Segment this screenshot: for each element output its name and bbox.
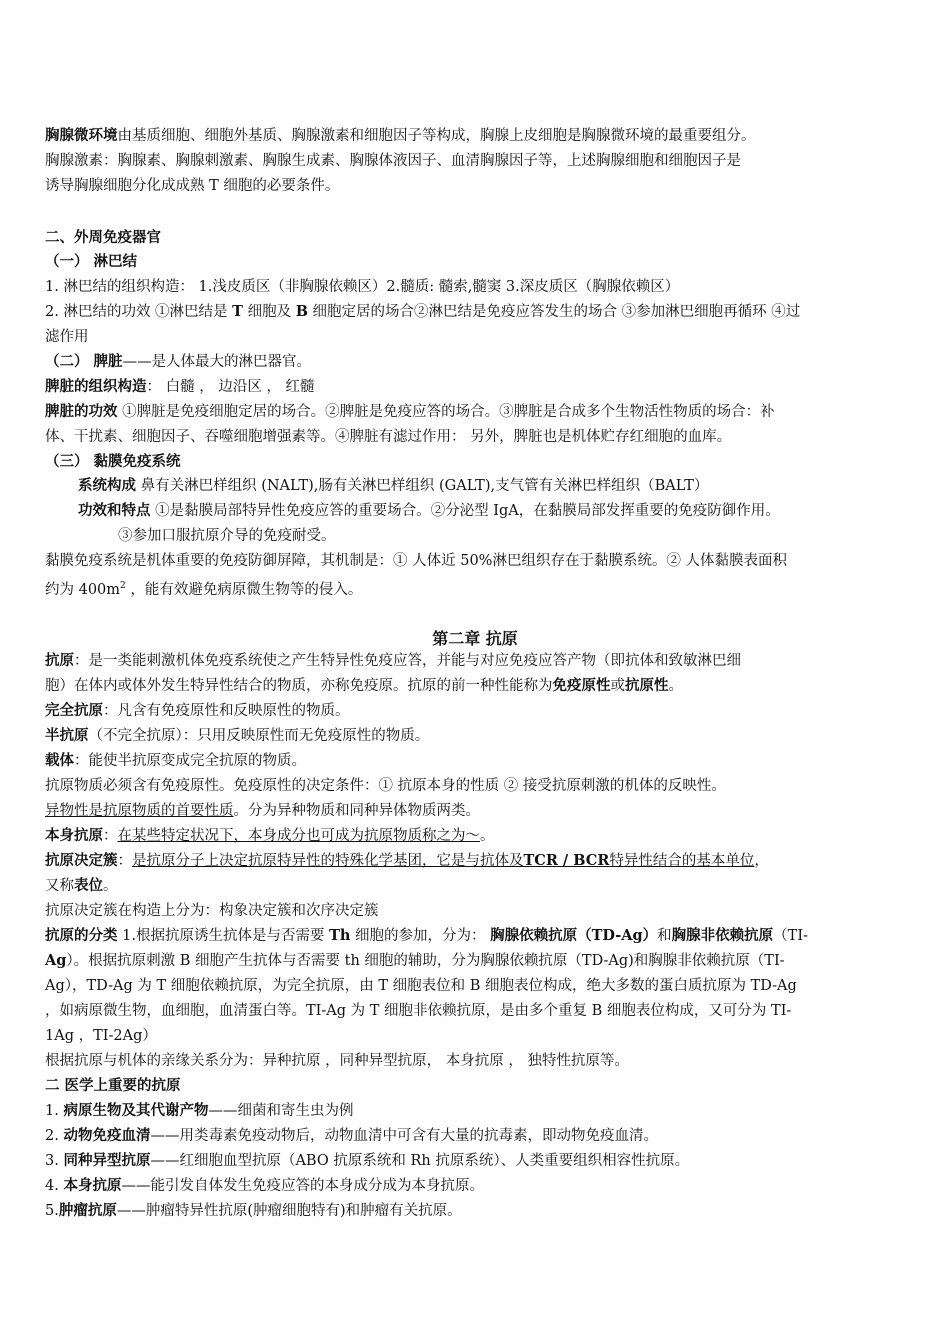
lymph-node-function-line-2: 滤作用	[45, 329, 89, 345]
term-ti-ag: 胸腺非依赖抗原	[671, 927, 774, 944]
term-th: Th	[329, 927, 351, 944]
term-alloantigen: 同种异型抗原	[63, 1152, 151, 1169]
text-antigen: ：是一类能刺激机体免疫系统使之产生特异性免疫应答，并能与对应免疫应答产物（即抗体和致敏淋巴细	[74, 653, 741, 669]
hapten-line	[45, 726, 902, 746]
text-segment: 或	[610, 678, 625, 694]
spleen-function-line-2: 体、干扰素、细胞因子、吞噬细胞增强素等。④脾脏有滤过作用： 另外，脾脏也是机体贮存红细胞的血库。	[45, 429, 732, 445]
text-segment: 。分为异种物质和同种异体物质两类。	[233, 803, 480, 819]
term-spleen: （二） 脾脏	[45, 353, 123, 370]
term-pathogens: 病原生物及其代谢产物	[63, 1102, 209, 1119]
complete-antigen-line	[45, 701, 902, 721]
text-segment: 。	[668, 678, 683, 694]
text-segment: 。	[480, 828, 495, 844]
term-tumor-antigen: 肿瘤抗原	[58, 1202, 117, 1219]
text-t: T	[232, 303, 243, 320]
antigen-definition-line-2	[45, 676, 902, 696]
text-spleen-function: ①脾脏是免疫细胞定居的场合。②脾脏是免疫应答的场合。③脾脏是合成多个生物活性物质的场合：补	[117, 404, 775, 420]
text-segment: ：	[117, 853, 132, 869]
medical-antigen-item-3	[45, 1151, 902, 1171]
epitope-line-1	[45, 851, 902, 871]
text-segment: 1.根据抗原诱生抗体是与否需要	[117, 928, 330, 944]
classification-line-1	[45, 926, 902, 946]
term-ag: Ag	[45, 952, 67, 969]
text-segment: 细胞的参加，分为：	[350, 928, 491, 944]
subsection-lymph-node-heading: （一） 淋巴结	[45, 253, 138, 270]
text-segment: ——能引发自体发生免疫应答的本身成分成为本身抗原。	[121, 1178, 484, 1194]
text-segment: ——用类毒素免疫动物后，动物血清中可含有大量的抗毒素，即动物免疫血清。	[150, 1128, 658, 1144]
classification-line-3: Ag），TD-Ag 为 T 细胞依赖抗原，为完全抗原，由 T 细胞表位和 B 细胞表位构成，绝大多数的蛋白质抗原为 TD-Ag	[45, 978, 797, 994]
text-segment: 细胞及	[242, 304, 296, 320]
term-td-ag: 胸腺依赖抗原（TD-Ag）	[490, 927, 658, 944]
term-complete-antigen: 完全抗原	[45, 702, 103, 719]
text-segment: 约为 400m	[45, 581, 121, 598]
term-system-composition: 系统构成	[78, 477, 136, 494]
text-segment: ，能有效避免病原微生物等的侵入。	[125, 581, 363, 598]
text-segment: （TI-	[773, 928, 808, 944]
text-segment: 细胞定居的场合②淋巴结是免疫应答发生的场合 ③参加淋巴细胞再循环 ④过	[307, 304, 801, 320]
medical-antigen-item-5	[45, 1201, 902, 1221]
text-segment: ——红细胞血型抗原（ABO 抗原系统和 Rh 抗原系统）、人类重要组织相容性抗原。	[150, 1153, 690, 1169]
term-animal-serum: 动物免疫血清	[63, 1127, 151, 1144]
text-epitope-2: 特异性结合的基本单位	[609, 853, 755, 869]
item-number: 3.	[45, 1153, 64, 1169]
text-foreignness: 异物性是抗原物质的首要性质	[45, 803, 234, 819]
text-segment: ：	[103, 828, 118, 844]
item-number: 2.	[45, 1128, 64, 1144]
text-segment: 。	[103, 878, 118, 894]
term-tcr-bcr: TCR / BCR	[523, 852, 610, 869]
chapter-title: 第二章 抗原	[432, 629, 518, 648]
term-function-features: 功效和特点	[78, 502, 151, 519]
classification-line-4: ，如病原微生物，血细胞，血清蛋白等。TI-Ag 为 T 细胞非依赖抗原，是由多个重复 B 细胞表位构成，又可分为 TI-	[45, 1003, 792, 1019]
self-antigen-line	[45, 826, 902, 846]
text-self-antigen: 在某些特定状况下，本身成分也可成为抗原物质称之为～	[117, 828, 480, 844]
term-spleen-function: 脾脏的功效	[45, 403, 118, 420]
classification-line-2	[45, 951, 902, 971]
spleen-function-line-1	[45, 402, 902, 422]
text-segment: 又称	[45, 878, 74, 894]
text-segment: ）。根据抗原刺激 B 细胞产生抗体与否需要 th 细胞的辅助，分为胸腺依赖抗原（TD-Ag)和胸腺非依赖抗原（TI-	[66, 953, 785, 969]
term-antigen: 抗原	[45, 652, 74, 669]
immunogenicity-conditions-line: 抗原物质必须含有免疫原性。免疫原性的决定条件：① 抗原本身的性质 ② 接受抗原刺激的机体的反映性。	[45, 778, 726, 794]
mucosal-function-line-1	[78, 501, 902, 521]
text-function-features: ①是黏膜局部特异性免疫应答的重要场合。②分泌型 IgA，在黏膜局部发挥重要的免疫防御作用。	[150, 503, 780, 519]
term-antigenicity: 抗原性	[625, 677, 669, 694]
item-number: 5.	[45, 1203, 59, 1219]
text-spleen-structure: ： 白髓 ， 边沿区 ， 红髓	[146, 379, 315, 395]
subsection-spleen-heading	[45, 352, 902, 372]
term-epitope-alias: 表位	[74, 877, 103, 894]
spleen-structure-line	[45, 377, 902, 397]
text-segment: 胞）在体内或体外发生特异性结合的物质，亦称免疫原。抗原的前一种性能称为	[45, 678, 553, 694]
term-classification: 抗原的分类	[45, 927, 118, 944]
term-carrier: 载体	[45, 752, 74, 769]
carrier-line	[45, 751, 902, 771]
antigen-definition-line-1	[45, 651, 902, 671]
mucosal-barrier-line-1: 黏膜免疫系统是机体重要的免疫防御屏障，其机制是：① 人体近 50%淋巴组织存在于黏膜系统。② 人体黏膜表面积	[45, 553, 788, 569]
term-immunogenicity: 免疫原性	[552, 677, 611, 694]
classification-line-5: 1Ag ，TI-2Ag）	[45, 1028, 157, 1044]
kinship-classification-line: 根据抗原与机体的亲缘关系分为：异种抗原 ，同种异型抗原， 本身抗原 ， 独特性抗原等。	[45, 1053, 629, 1069]
subsection-mucosal-heading: （三） 黏膜免疫系统	[45, 453, 181, 470]
text-segment: 2. 淋巴结的功效 ①淋巴结是	[45, 304, 233, 320]
term-epitope: 抗原决定簇	[45, 852, 118, 869]
mucosal-barrier-line-2	[45, 576, 902, 600]
text-thymus-microenv: 由基质细胞、细胞外基质、胸腺激素和细胞因子等构成，胸腺上皮细胞是胸腺微环境的最重要组分。	[117, 128, 756, 144]
epitope-line-2	[45, 876, 902, 896]
item-number: 4.	[45, 1178, 64, 1194]
term-spleen-structure: 脾脏的组织构造	[45, 378, 147, 395]
section-peripheral-organs-heading: 二、外周免疫器官	[45, 229, 161, 246]
term-self-antigen-2: 本身抗原	[63, 1177, 122, 1194]
lymph-node-structure-line: 1. 淋巴结的组织构造： 1.浅皮质区（非胸腺依赖区）2.髓质: 髓索,髓窦 3.深皮质区（胸腺依赖区）	[45, 279, 680, 295]
term-hapten: 半抗原	[45, 727, 89, 744]
thymus-microenv-line	[45, 126, 902, 146]
text-epitope: 是抗原分子上决定抗原特异性的特殊化学基团，它是与抗体及	[132, 853, 524, 869]
text-system-composition: 鼻有关淋巴样组织 (NALT),肠有关淋巴样组织 (GALT),支气管有关淋巴样组织（BALT）	[136, 478, 709, 494]
medical-antigen-item-4	[45, 1176, 902, 1196]
lymph-node-function-line-1	[45, 302, 902, 322]
text-spleen: ——是人体最大的淋巴器官。	[122, 354, 312, 370]
text-segment: ——肿瘤特异性抗原(肿瘤细胞特有)和肿瘤有关抗原。	[116, 1203, 462, 1219]
medical-antigen-item-2	[45, 1126, 902, 1146]
text-b: B	[295, 303, 308, 320]
text-segment: ——细菌和寄生虫为例	[208, 1103, 354, 1119]
mucosal-system-composition	[78, 476, 902, 496]
medical-antigens-heading: 二 医学上重要的抗原	[45, 1077, 181, 1094]
thymus-hormone-line-2: 诱导胸腺细胞分化成成熟 T 细胞的必要条件。	[45, 178, 340, 194]
text-complete-antigen: ：凡含有免疫原性和反映原性的物质。	[103, 703, 350, 719]
text-segment: 和	[657, 928, 672, 944]
text-hapten: （不完全抗原）：只用反映原性而无免疫原性的物质。	[88, 728, 430, 744]
thymus-hormone-line-1: 胸腺激素：胸腺素、胸腺刺激素、胸腺生成素、胸腺体液因子、血清胸腺因子等，上述胸腺细胞和细胞因子是	[45, 153, 741, 169]
text-carrier: ：能使半抗原变成完全抗原的物质。	[74, 753, 306, 769]
epitope-types-line: 抗原决定簇在构造上分为：构象决定簇和次序决定簇	[45, 903, 379, 919]
term-self-antigen: 本身抗原	[45, 827, 103, 844]
medical-antigen-item-1	[45, 1101, 902, 1121]
mucosal-function-line-2: ③参加口服抗原介导的免疫耐受。	[118, 528, 336, 544]
superscript: 2	[120, 581, 126, 591]
foreignness-line	[45, 801, 902, 821]
item-number: 1.	[45, 1103, 64, 1119]
text-segment: ，	[754, 853, 769, 869]
term-thymus-microenv: 胸腺微环境	[45, 127, 118, 144]
